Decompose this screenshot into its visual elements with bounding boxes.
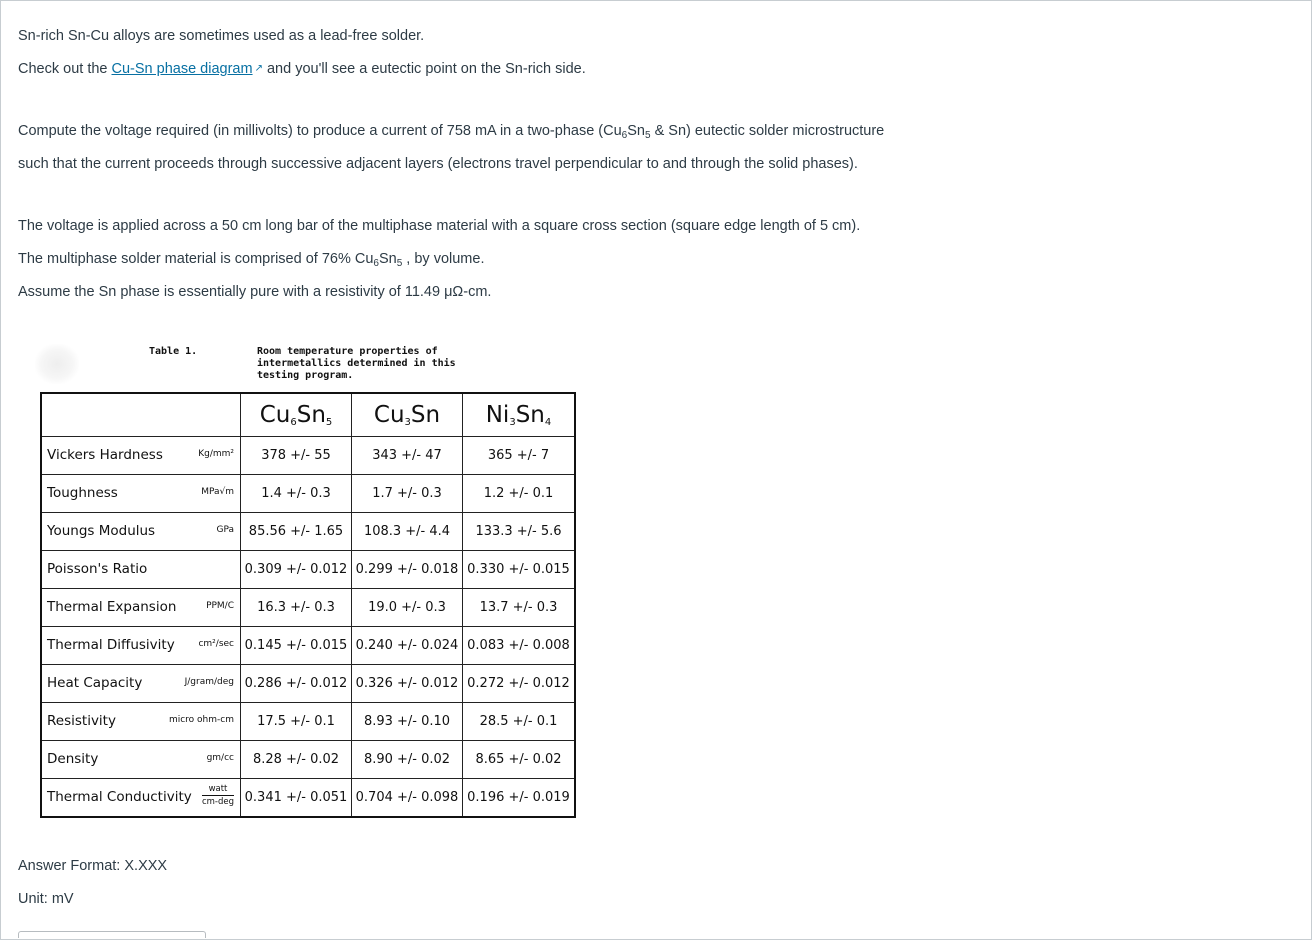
table-cell: 0.240 +/- 0.024 <box>352 627 463 665</box>
table-cell: 0.341 +/- 0.051 <box>241 779 352 818</box>
table-cell: 28.5 +/- 0.1 <box>463 703 576 741</box>
phase-diagram-link[interactable]: Cu-Sn phase diagram <box>111 61 253 77</box>
compute-text: Compute the voltage required (in millivolts) to produce a current of 758 mA in a two-phase (Cu <box>18 123 622 139</box>
answer-format-label: Answer Format: <box>18 858 121 874</box>
table-cell: 8.28 +/- 0.02 <box>241 741 352 779</box>
table-cell: 1.2 +/- 0.1 <box>463 475 576 513</box>
table-cell: 0.272 +/- 0.012 <box>463 665 576 703</box>
compute-text: Sn <box>627 123 645 139</box>
composition-line <box>18 249 484 269</box>
subscript: 6 <box>373 258 379 269</box>
table-cell: 0.145 +/- 0.015 <box>241 627 352 665</box>
intro-text-end: and you'll see a eutectic point on the Sn-rich side. <box>262 61 586 77</box>
table-cell: 0.196 +/- 0.019 <box>463 779 576 818</box>
table-cell: 1.4 +/- 0.3 <box>241 475 352 513</box>
table-header-row <box>41 393 575 437</box>
bar-geometry-line: The voltage is applied across a 50 cm long bar of the multiphase material with a square cross section (square edge length of 5 cm). <box>18 218 861 234</box>
intro-text: Check out the <box>18 61 112 77</box>
properties-table <box>40 392 576 818</box>
composition-text: The multiphase solder material is comprised of 76% Cu <box>18 251 374 267</box>
answer-unit-value: mV <box>47 891 74 907</box>
property-name: Youngs Modulus <box>47 523 156 539</box>
table-cell: 133.3 +/- 5.6 <box>463 513 576 551</box>
table-cell: 8.93 +/- 0.10 <box>352 703 463 741</box>
property-name: Thermal Expansion <box>47 599 177 615</box>
table-row <box>41 475 575 513</box>
header-blank <box>41 393 241 437</box>
table-row <box>41 741 575 779</box>
table-cell: 0.286 +/- 0.012 <box>241 665 352 703</box>
table-cell: 108.3 +/- 4.4 <box>352 513 463 551</box>
table-cell: 16.3 +/- 0.3 <box>241 589 352 627</box>
table-cell: 17.5 +/- 0.1 <box>241 703 352 741</box>
table-row <box>41 513 575 551</box>
table-row <box>41 627 575 665</box>
table-cell: 1.7 +/- 0.3 <box>352 475 463 513</box>
intro-line-1: Sn-rich Sn-Cu alloys are sometimes used as a lead-free solder. <box>18 28 425 44</box>
subscript: 5 <box>396 258 403 269</box>
properties-table-image <box>33 340 581 824</box>
scan-smudge <box>35 344 79 384</box>
property-name: Vickers Hardness <box>47 447 163 463</box>
table-cell: 343 +/- 47 <box>352 437 463 475</box>
property-name: Toughness <box>47 485 118 501</box>
table-caption: Room temperature properties of intermetallics determined in this testing program. <box>257 346 456 381</box>
property-unit: J/gram/deg <box>184 677 234 687</box>
table-cell: 85.56 +/- 1.65 <box>241 513 352 551</box>
table-row <box>41 551 575 589</box>
assumption-line: Assume the Sn phase is essentially pure with a resistivity of 11.49 μΩ-cm. <box>18 284 492 300</box>
property-unit: MPa√m <box>201 487 234 497</box>
composition-text: , by volume. <box>402 251 485 267</box>
property-name: Thermal Conductivity <box>47 789 192 805</box>
property-unit: Kg/mm² <box>198 449 234 459</box>
composition-text: Sn <box>378 251 397 267</box>
compute-line <box>18 121 884 141</box>
table-cell: 8.65 +/- 0.02 <box>463 741 576 779</box>
external-link-icon: ↗ <box>254 63 263 75</box>
property-unit: watt cm-deg <box>201 784 234 807</box>
header-cu6sn5: $Cu_6Sn_5$ <box>241 393 352 437</box>
current-direction-line: such that the current proceeds through successive adjacent layers (electrons travel perpendicular to and through the solid phases). <box>18 156 858 172</box>
table-row <box>41 589 575 627</box>
table-cell: 0.083 +/- 0.008 <box>463 627 576 665</box>
property-name: Heat Capacity <box>47 675 143 691</box>
table-cell: 19.0 +/- 0.3 <box>352 589 463 627</box>
subscript: 5 <box>644 130 651 141</box>
answer-unit <box>18 891 74 907</box>
answer-format <box>18 858 167 874</box>
table-cell: 8.90 +/- 0.02 <box>352 741 463 779</box>
property-name: Poisson's Ratio <box>47 561 148 577</box>
property-unit: micro ohm-cm <box>168 715 234 725</box>
table-cell: 0.309 +/- 0.012 <box>241 551 352 589</box>
answer-format-value: X.XXX <box>120 858 168 874</box>
property-unit: GPa <box>216 525 234 535</box>
intro-line-2 <box>18 59 586 79</box>
table-cell: 378 +/- 55 <box>241 437 352 475</box>
compute-text: & Sn) eutectic solder microstructure <box>650 123 885 139</box>
table-cell: 365 +/- 7 <box>463 437 576 475</box>
table-row <box>41 779 575 818</box>
answer-unit-label: Unit: <box>18 891 48 907</box>
table-caption-label: Table 1. <box>149 346 198 357</box>
property-unit: gm/cc <box>206 753 234 763</box>
property-name: Resistivity <box>47 713 116 729</box>
table-row <box>41 703 575 741</box>
property-unit: cm²/sec <box>198 639 234 649</box>
property-name: Density <box>47 751 99 767</box>
header-ni3sn4: $Ni_3Sn_4$ <box>463 393 576 437</box>
subscript: 6 <box>621 130 628 141</box>
table-cell: 0.326 +/- 0.012 <box>352 665 463 703</box>
table-cell: 0.704 +/- 0.098 <box>352 779 463 818</box>
table-cell: 13.7 +/- 0.3 <box>463 589 576 627</box>
table-row <box>41 665 575 703</box>
table-cell: 0.330 +/- 0.015 <box>463 551 576 589</box>
table-cell: 0.299 +/- 0.018 <box>352 551 463 589</box>
property-name: Thermal Diffusivity <box>47 637 175 653</box>
header-cu3sn: $Cu_3Sn$ <box>352 393 463 437</box>
table-row <box>41 437 575 475</box>
property-unit: PPM/C <box>206 601 234 611</box>
